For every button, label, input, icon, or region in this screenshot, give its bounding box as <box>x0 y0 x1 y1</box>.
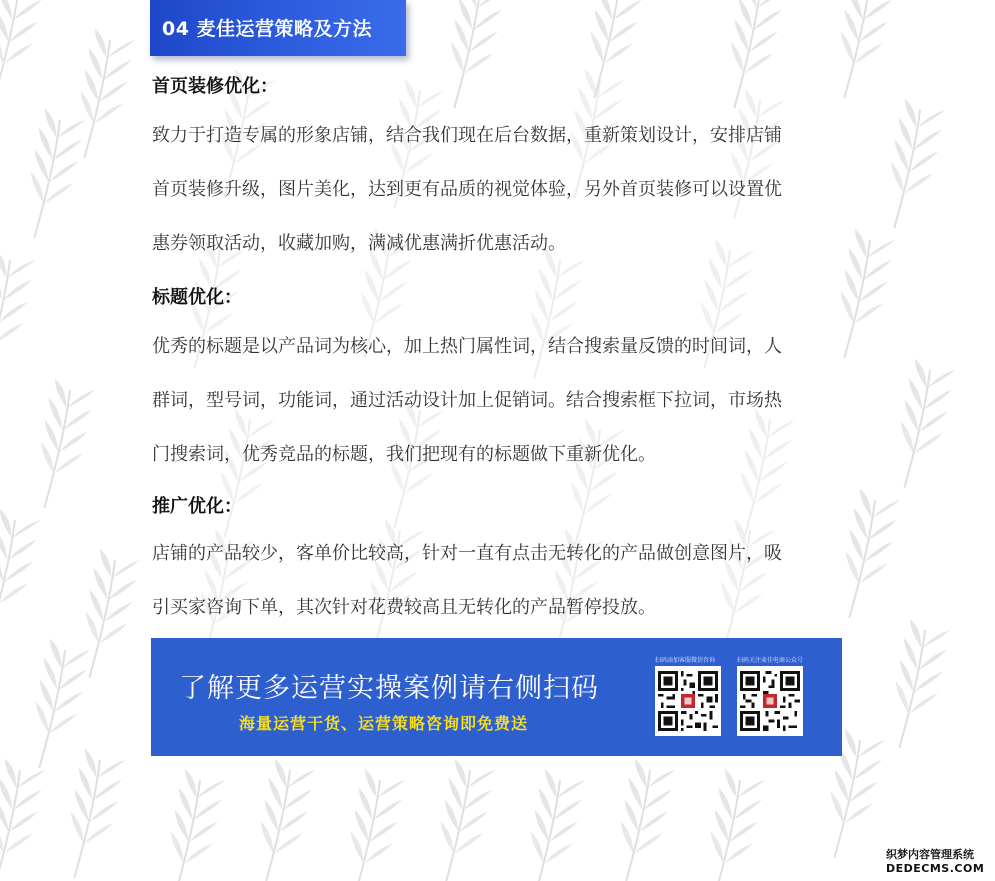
banner-subtitle: 海量运营干货、运营策略咨询即免费送 <box>239 714 529 733</box>
paragraph-line: 店铺的产品较少，客单价比较高，针对一直有点击无转化的产品做创意图片，吸 <box>152 543 782 564</box>
qr-code-official[interactable] <box>737 666 803 736</box>
section-heading-homepage: 首页装修优化： <box>152 76 278 97</box>
qr-caption-official: 扫码关注麦佳电商公众号 <box>737 657 804 664</box>
section-body-homepage <box>152 109 852 271</box>
qr-code-icon <box>740 671 800 731</box>
banner-title: 了解更多运营实操案例请右侧扫码 <box>179 673 599 704</box>
paragraph-line: 致力于打造专属的形象店铺，结合我们现在后台数据，重新策划设计，安排店铺 <box>152 125 782 146</box>
paragraph-line: 首页装修升级，图片美化，达到更有品质的视觉体验，另外首页装修可以设置优 <box>152 179 782 200</box>
section-header-title: 04 麦佳运营策略及方法 <box>162 18 373 40</box>
section-body-title <box>152 320 852 482</box>
paragraph-line: 引买家咨询下单，其次针对花费较高且无转化的产品暂停投放。 <box>152 597 656 618</box>
qr-code-service[interactable] <box>655 666 721 736</box>
site-watermark <box>882 845 988 877</box>
qr-promo-banner <box>151 638 842 756</box>
section-body-promotion <box>152 527 852 635</box>
qr-caption-service: 扫码添加客服微信咨询 <box>655 657 716 664</box>
paragraph-line: 惠券领取活动，收藏加购，满减优惠满折优惠活动。 <box>152 233 566 254</box>
section-header <box>150 0 406 56</box>
paragraph-line: 门搜索词，优秀竞品的标题，我们把现有的标题做下重新优化。 <box>152 444 656 465</box>
qr-code-icon <box>658 671 718 731</box>
paragraph-line: 优秀的标题是以产品词为核心，加上热门属性词，结合搜索量反馈的时间词，人 <box>152 336 782 357</box>
section-heading-promotion: 推广优化： <box>152 496 242 517</box>
section-heading-title: 标题优化： <box>152 287 242 308</box>
watermark-en: DEDECMS.COM <box>886 862 985 875</box>
watermark-cn: 织梦内容管理系统 <box>886 848 974 861</box>
paragraph-line: 群词，型号词，功能词，通过活动设计加上促销词。结合搜索框下拉词，市场热 <box>152 390 782 411</box>
